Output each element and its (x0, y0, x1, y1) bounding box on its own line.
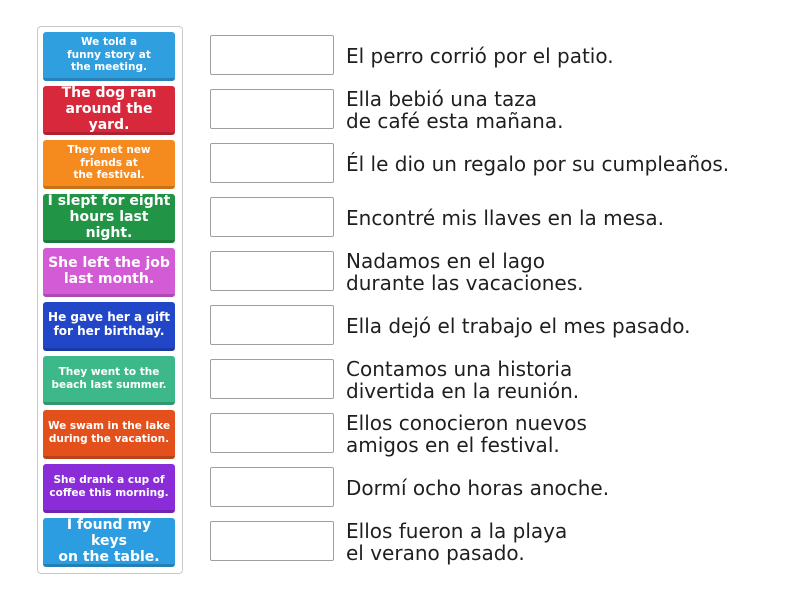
spanish-sentence: Contamos una historia divertida en la reunión. (346, 356, 580, 403)
answer-tile-text: They met new friends at the festival. (67, 144, 151, 182)
answer-tile-text: He gave her a gift for her birthday. (48, 310, 170, 338)
drop-target[interactable] (210, 89, 334, 129)
match-row (210, 35, 780, 77)
answer-tile-text: She drank a cup of coffee this morning. (49, 474, 169, 499)
answer-tile[interactable] (43, 410, 175, 459)
match-row (210, 518, 780, 565)
answer-tile-text: I slept for eight hours last night. (47, 194, 171, 242)
spanish-sentence: Ellos conocieron nuevos amigos en el festival. (346, 410, 587, 457)
spanish-sentence: Dormí ocho horas anoche. (346, 475, 610, 500)
drop-target[interactable] (210, 359, 334, 399)
spanish-sentence: Nadamos en el lago durante las vacaciones. (346, 248, 584, 295)
drop-target[interactable] (210, 467, 334, 507)
drop-target[interactable] (210, 143, 334, 183)
spanish-sentence: Él le dio un regalo por su cumpleaños. (346, 151, 730, 176)
match-row (210, 305, 780, 347)
spanish-sentence: Ella dejó el trabajo el mes pasado. (346, 313, 691, 338)
answer-tile[interactable] (43, 518, 175, 567)
answer-tile[interactable] (43, 86, 175, 135)
spanish-sentence: Encontré mis llaves en la mesa. (346, 205, 664, 230)
answer-tile[interactable] (43, 356, 175, 405)
match-row (210, 143, 780, 185)
match-row (210, 248, 780, 295)
drop-target[interactable] (210, 413, 334, 453)
spanish-sentence: Ellos fueron a la playa el verano pasado. (346, 518, 568, 565)
answer-tile-text: We told a funny story at the meeting. (67, 36, 151, 74)
drop-target[interactable] (210, 251, 334, 291)
spanish-sentence: Ella bebió una taza de café esta mañana. (346, 86, 564, 133)
drop-target[interactable] (210, 521, 334, 561)
match-row (210, 467, 780, 509)
drop-target[interactable] (210, 197, 334, 237)
answer-tile[interactable] (43, 194, 175, 243)
answer-tile[interactable] (43, 464, 175, 513)
answer-tile[interactable] (43, 248, 175, 297)
answer-tile[interactable] (43, 32, 175, 81)
answer-tile-text: The dog ran around the yard. (61, 86, 157, 134)
match-row (210, 197, 780, 239)
spanish-sentence: El perro corrió por el patio. (346, 43, 614, 68)
answer-tile-text: They went to the beach last summer. (51, 366, 167, 391)
drop-target[interactable] (210, 35, 334, 75)
match-row (210, 356, 780, 403)
drop-target[interactable] (210, 305, 334, 345)
match-row (210, 86, 780, 133)
answer-tile[interactable] (43, 140, 175, 189)
answer-tile-text: I found my keys on the table. (58, 518, 160, 566)
answer-tile[interactable] (43, 302, 175, 351)
match-row (210, 410, 780, 457)
answer-tile-text: She left the job last month. (48, 254, 170, 287)
answer-tile-panel (37, 26, 183, 574)
answer-tile-text: We swam in the lake during the vacation. (47, 420, 171, 445)
